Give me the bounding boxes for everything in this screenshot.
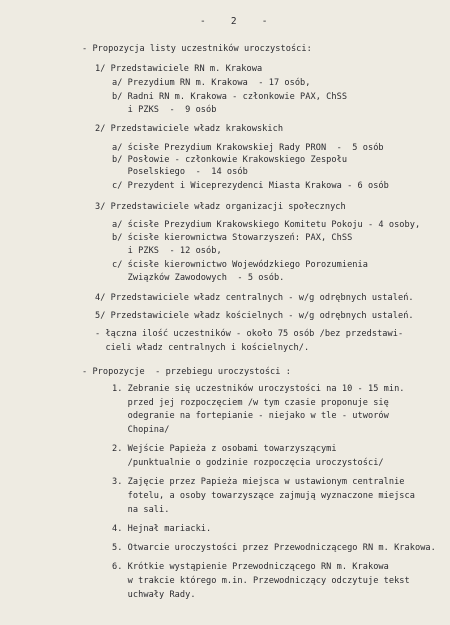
list-item-cont: fotelu, a osoby towarzyszące zajmują wyznaczone miejsca: [112, 491, 415, 501]
sub-item: Związków Zawodowych - 5 osób.: [112, 273, 285, 283]
sub-item: Poselskiego - 14 osób: [112, 167, 248, 177]
list-item: 4/ Przedstawiciele władz centralnych - w/g odrębnych ustaleń.: [95, 293, 414, 303]
list-item-cont: przed jej rozpoczęciem /w tym czasie proponuje się: [112, 398, 389, 408]
sub-item: a/ ścisłe Prezydium Krakowskiej Rady PRON - 5 osób: [112, 143, 384, 153]
list-item-cont: uchwały Rady.: [112, 590, 196, 600]
list-item: 3/ Przedstawiciele władz organizacji społecznych: [95, 202, 346, 212]
sub-item: c/ Prezydent i Wiceprezydenci Miasta Krakowa - 6 osób: [112, 181, 389, 191]
sub-item: b/ Posłowie - członkowie Krakowskiego Zespołu: [112, 155, 348, 165]
section-title: - Propozycje - przebiegu uroczystości :: [82, 367, 291, 377]
sub-item: i PZKS - 9 osób: [112, 105, 217, 115]
list-item: 5. Otwarcie uroczystości przez Przewodniczącego RN m. Krakowa.: [112, 543, 436, 553]
sub-item: i PZKS - 12 osób,: [112, 246, 222, 256]
sub-item: a/ Prezydium RN m. Krakowa - 17 osób,: [112, 78, 311, 88]
list-item-cont: Chopina/: [112, 425, 170, 435]
sub-item: b/ Radni RN m. Krakowa - członkowie PAX, ChSS: [112, 92, 348, 102]
list-item: 1/ Przedstawiciele RN m. Krakowa: [95, 64, 263, 74]
sub-item: a/ ścisłe Prezydium Krakowskiego Komitetu Pokoju - 4 osoby,: [112, 220, 421, 230]
list-item-cont: odegranie na fortepianie - niejako w tle - utworów: [112, 411, 389, 421]
list-item: 6. Krótkie wystąpienie Przewodniczącego RN m. Krakowa: [112, 562, 389, 572]
list-item: 1. Zebranie się uczestników uroczystości na 10 - 15 min.: [112, 384, 405, 394]
sub-item: b/ ścisłe kierownictwa Stowarzyszeń: PAX, ChSS: [112, 233, 353, 243]
list-item: 2. Wejście Papieża z osobami towarzyszącymi: [112, 444, 337, 454]
page-number: - 2 -: [200, 16, 270, 27]
total-note: - łączna ilość uczestników - około 75 osób /bez przedstawi-: [95, 329, 404, 339]
list-item: 3. Zajęcie przez Papieża miejsca w ustawionym centralnie: [112, 477, 405, 487]
total-note: cieli władz centralnych i kościelnych/.: [95, 343, 310, 353]
list-item-cont: /punktualnie o godzinie rozpoczęcia uroczystości/: [112, 458, 384, 468]
list-item: 5/ Przedstawiciele władz kościelnych - w/g odrębnych ustaleń.: [95, 311, 414, 321]
list-item: 2/ Przedstawiciele władz krakowskich: [95, 124, 284, 134]
section-title: - Propozycja listy uczestników uroczystości:: [82, 44, 312, 54]
list-item: 4. Hejnał mariacki.: [112, 524, 212, 534]
list-item-cont: na sali.: [112, 505, 170, 515]
sub-item: c/ ścisłe kierownictwo Wojewódzkiego Porozumienia: [112, 260, 368, 270]
list-item-cont: w trakcie którego m.in. Przewodniczący odczytuje tekst: [112, 576, 410, 586]
